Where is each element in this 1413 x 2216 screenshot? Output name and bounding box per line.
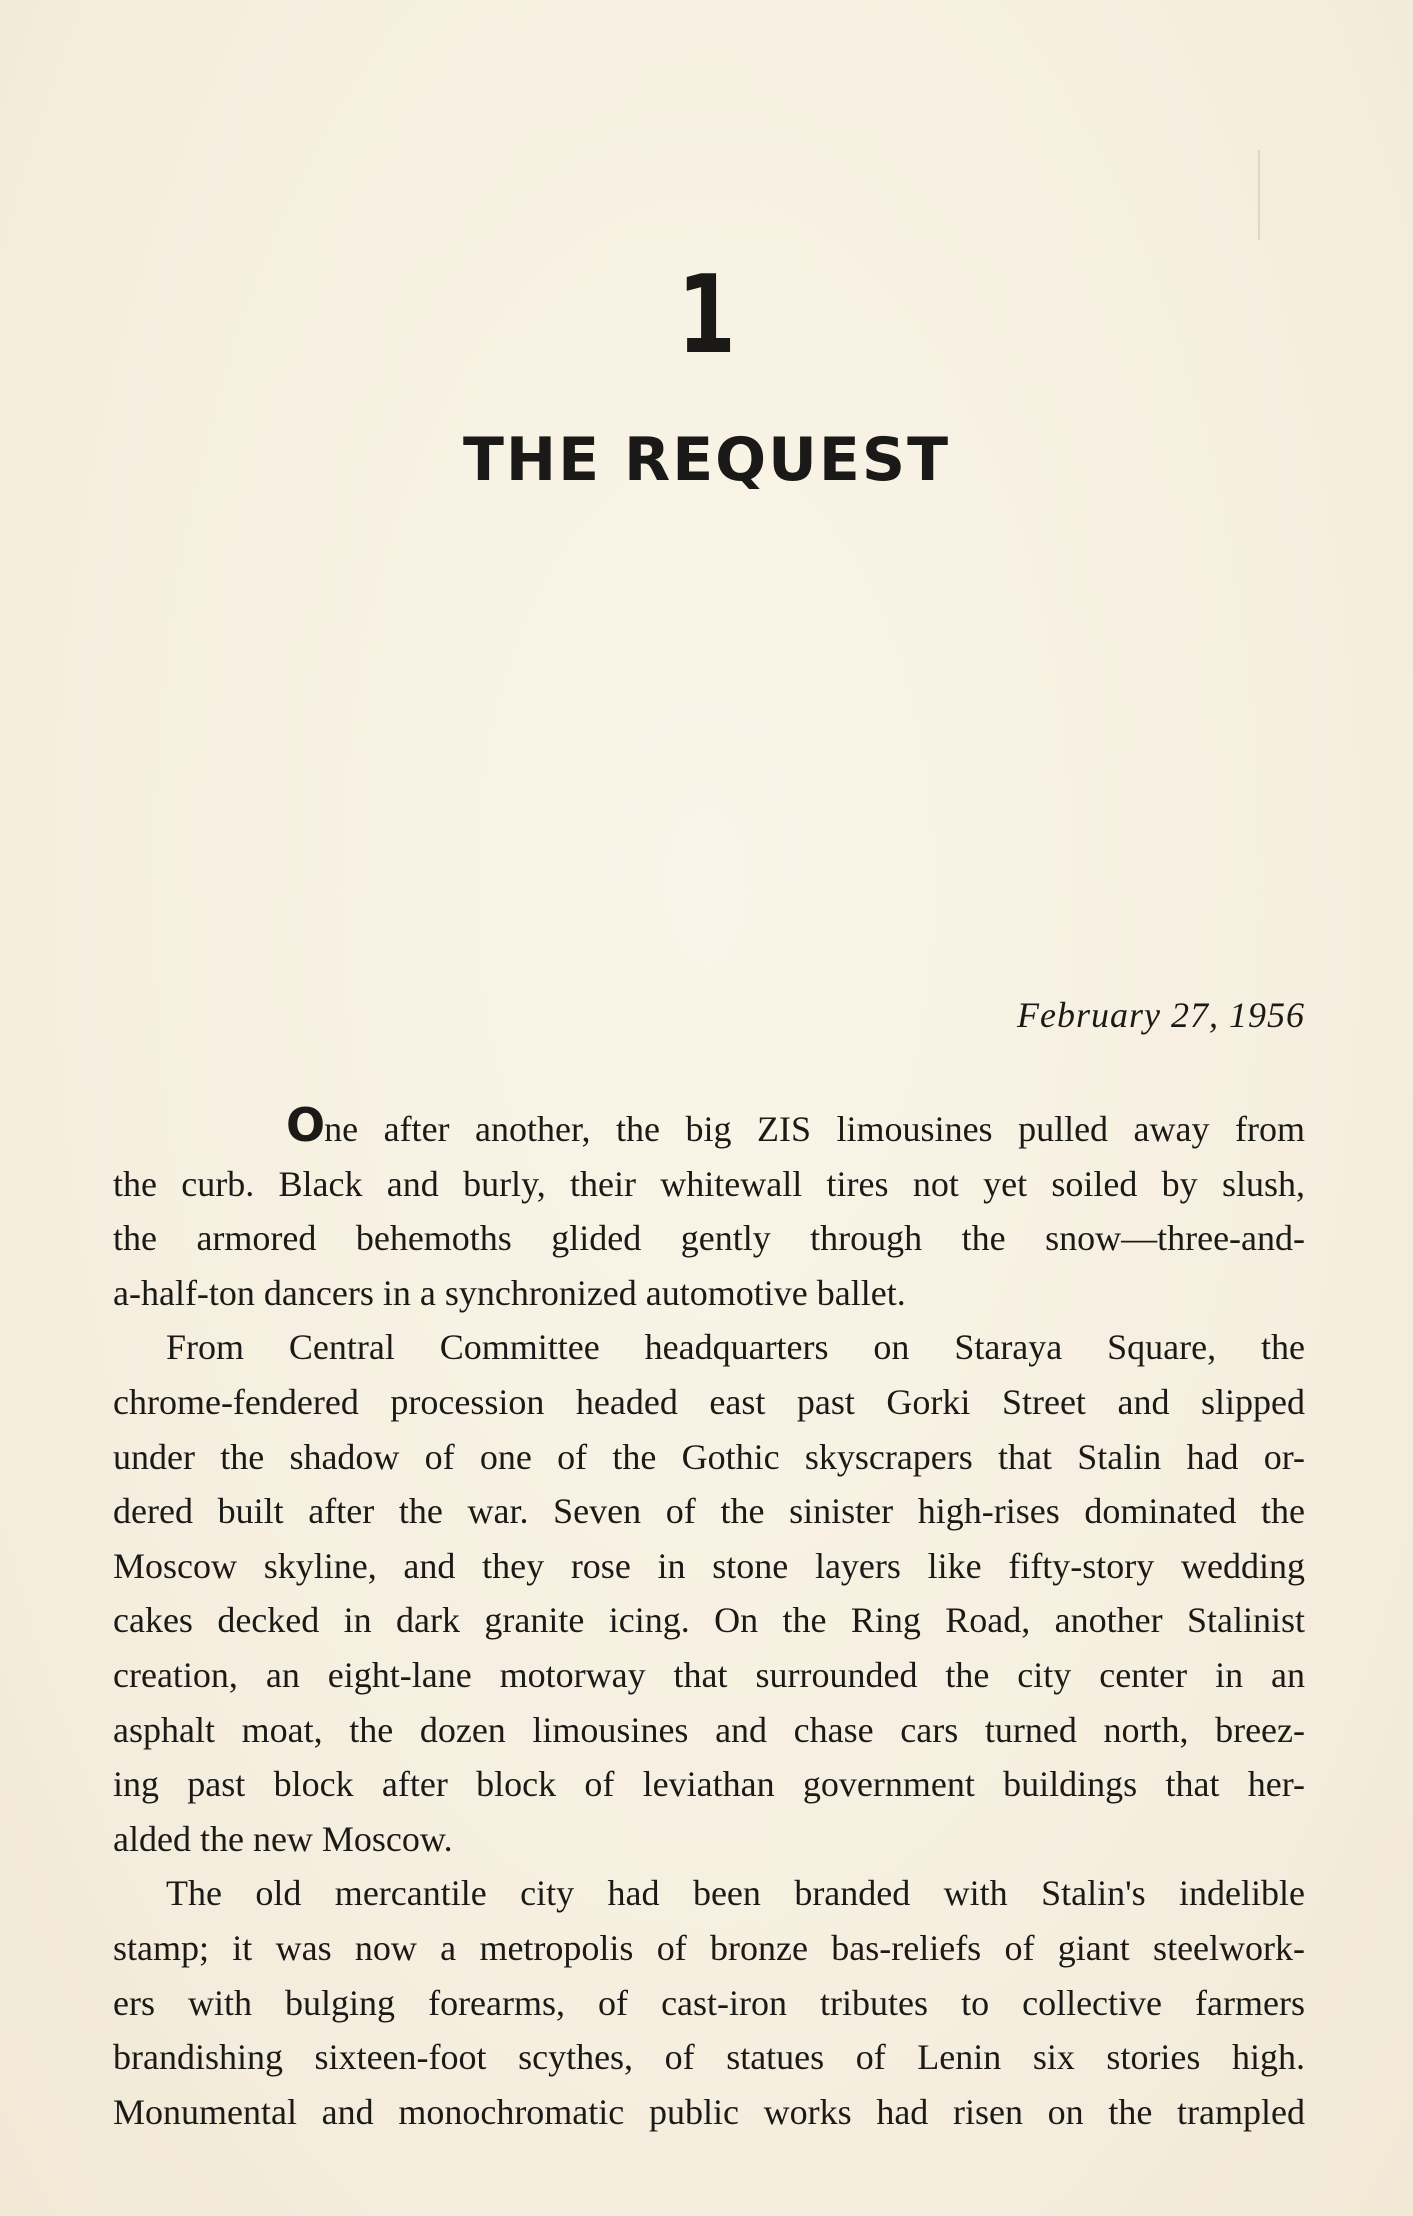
paragraph-line: stamp; it was now a metropolis of bronze bas-reliefs of giant steelwork- — [113, 1927, 1305, 1968]
paragraph-line: ers with bulging forearms, of cast-iron tributes to collective farmers — [113, 1982, 1305, 2023]
drop-cap: O — [286, 1102, 325, 1152]
paragraph-line: creation, an eight-lane motorway that surrounded the city center in an — [113, 1654, 1305, 1695]
paragraph-line: dered built after the war. Seven of the sinister high-rises dominated the — [113, 1491, 1305, 1532]
paragraph-line: The old mercantile city had been branded with Stalin's indelible — [166, 1873, 1305, 1914]
paragraph-line: the curb. Black and burly, their whitewall tires not yet soiled by slush, — [113, 1163, 1305, 1204]
scan-artifact-mark — [1258, 150, 1260, 240]
paragraph-line: a-half-ton dancers in a synchronized automotive ballet. — [113, 1272, 906, 1313]
paragraph-line: One after another, the big ZIS limousines pulled away from — [113, 1102, 1305, 1157]
paragraph-line: Moscow skyline, and they rose in stone layers like fifty-story wedding — [113, 1545, 1305, 1586]
paragraph-line: From Central Committee headquarters on Staraya Square, the — [166, 1327, 1305, 1368]
paragraph-line: brandishing sixteen-foot scythes, of statues of Lenin six stories high. — [113, 2037, 1305, 2078]
paragraph-line: under the shadow of one of the Gothic skyscrapers that Stalin had or- — [113, 1436, 1305, 1477]
body-text — [113, 1102, 1305, 2139]
paragraph-line: Monumental and monochromatic public works had risen on the trampled — [113, 2091, 1305, 2132]
chapter-number: 1 — [677, 253, 736, 378]
paragraph-line: asphalt moat, the dozen limousines and chase cars turned north, breez- — [113, 1709, 1305, 1750]
paragraph-line: alded the new Moscow. — [113, 1818, 453, 1859]
paragraph-line: chrome-fendered procession headed east past Gorki Street and slipped — [113, 1381, 1305, 1422]
paragraph-line: ing past block after block of leviathan government buildings that her- — [113, 1764, 1305, 1805]
paragraph-line: cakes decked in dark granite icing. On the Ring Road, another Stalinist — [113, 1600, 1305, 1641]
chapter-title: THE REQUEST — [462, 425, 951, 495]
dateline: February 27, 1956 — [1017, 995, 1305, 1035]
paragraph-line: the armored behemoths glided gently through the snow—three-and- — [113, 1218, 1305, 1259]
